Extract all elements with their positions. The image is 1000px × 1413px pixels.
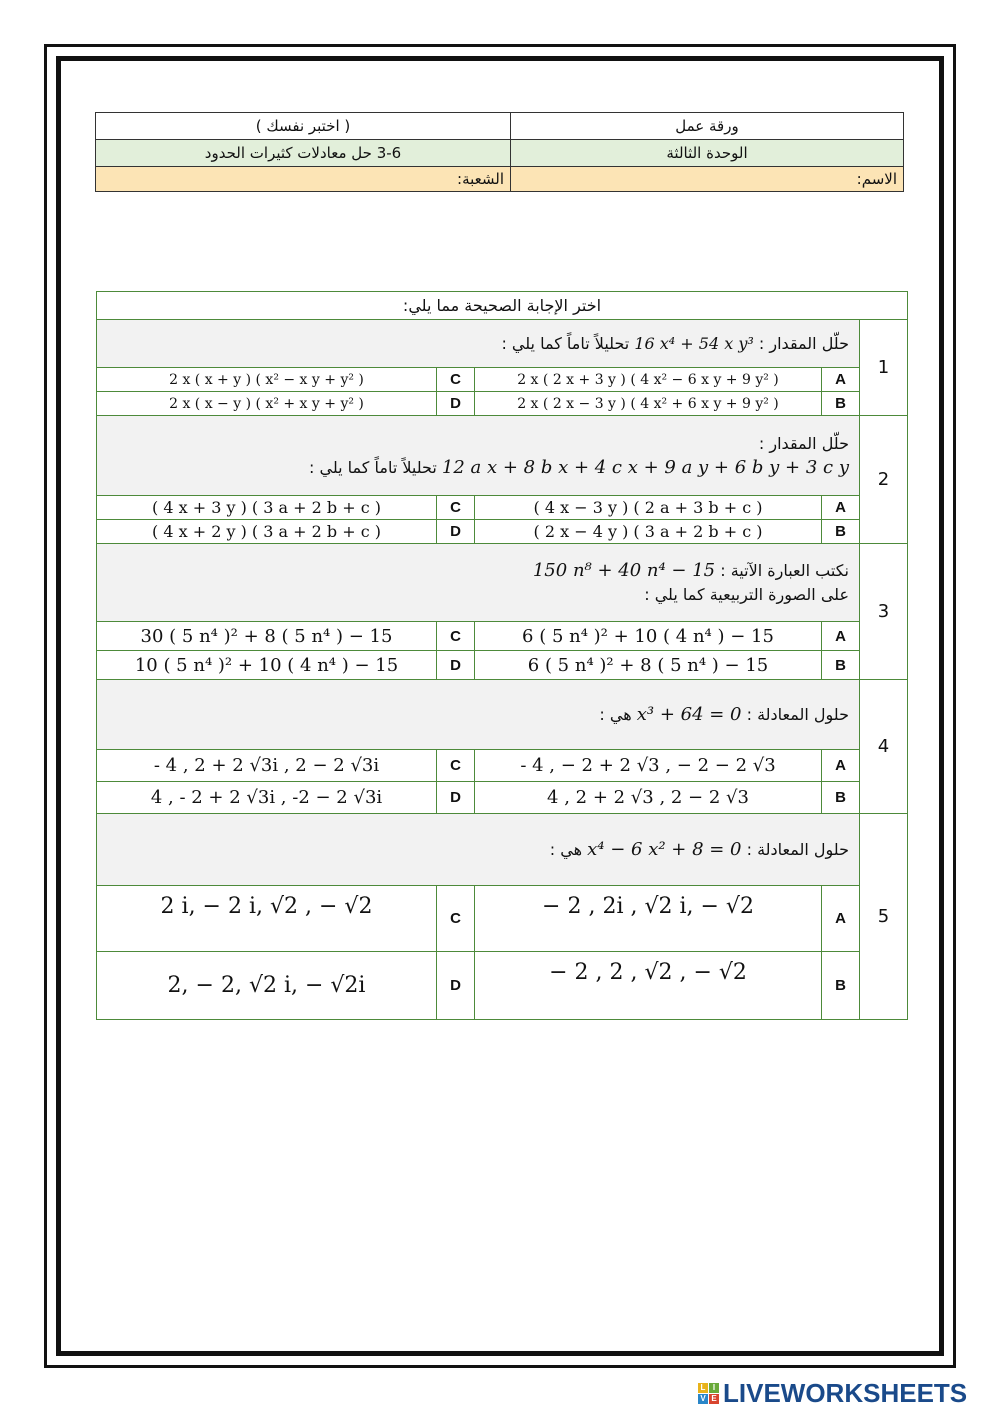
q4-option-c[interactable]: - 4 , 2 + 2 √3i , 2 − 2 √3i <box>97 750 437 782</box>
q3-letter-a: A <box>822 622 860 651</box>
q5-letter-d: D <box>437 952 475 1020</box>
test-yourself-label: ( اختبر نفسك ) <box>96 113 511 140</box>
logo-blocks-icon <box>698 1383 719 1404</box>
q4-letter-d: D <box>437 782 475 814</box>
logo-text: LIVEWORKSHEETS <box>723 1377 968 1408</box>
q1-option-c[interactable]: 2 x ( x + y ) ( x² − x y + y² ) <box>97 368 437 392</box>
q5-option-d[interactable]: 2, − 2, √2 i, − √2i <box>97 952 437 1020</box>
q5-option-b[interactable]: − 2 , 2 , √2 , − √2 <box>475 952 822 1020</box>
q3-letter-c: C <box>437 622 475 651</box>
q5-option-a[interactable]: − 2 , 2i , √2 i, − √2 <box>475 886 822 952</box>
instruction-heading: اختر الإجابة الصحيحة مما يلي: <box>97 292 908 320</box>
question-5-prompt-end: هي : <box>549 839 583 859</box>
q2-option-c[interactable]: ( 4 x + 3 y ) ( 3 a + 2 b + c ) <box>97 496 437 520</box>
q5-letter-b: B <box>822 952 860 1020</box>
worksheet-label: ورقة عمل <box>511 113 904 140</box>
q4-option-a[interactable]: - 4 , − 2 + 2 √3 , − 2 − 2 √3 <box>475 750 822 782</box>
question-2-prompt-end: تحليلاً تاماً كما يلي : <box>309 457 437 477</box>
q1-option-b[interactable]: 2 x ( 2 x − 3 y ) ( 4 x² + 6 x y + 9 y² ) <box>475 392 822 416</box>
logo-block-4: E <box>709 1394 719 1404</box>
question-2-prompt: حلّل المقدار : <box>758 433 849 453</box>
name-field[interactable] <box>511 167 904 192</box>
q5-option-c[interactable]: 2 i, − 2 i, √2 , − √2 <box>97 886 437 952</box>
q3-letter-b: B <box>822 651 860 680</box>
header-table <box>95 112 904 192</box>
q1-option-a[interactable]: 2 x ( 2 x + 3 y ) ( 4 x² − 6 x y + 9 y² ) <box>475 368 822 392</box>
logo-block-3: V <box>698 1394 708 1404</box>
q3-option-c[interactable]: 30 ( 5 n⁴ )² + 8 ( 5 n⁴ ) − 15 <box>97 622 437 651</box>
q5-letter-c: C <box>437 886 475 952</box>
name-label: الاسم: <box>856 170 897 188</box>
question-2-number: 2 <box>860 416 908 544</box>
question-3-text <box>97 544 860 622</box>
unit-title: الوحدة الثالثة <box>511 140 904 167</box>
question-4-text <box>97 680 860 750</box>
q2-letter-d: D <box>437 520 475 544</box>
logo-block-1: L <box>698 1383 708 1393</box>
question-1-expression: 16 x⁴ + 54 x y³ <box>634 333 754 353</box>
q3-option-d[interactable]: 10 ( 5 n⁴ )² + 10 ( 4 n⁴ ) − 15 <box>97 651 437 680</box>
q2-option-a[interactable]: ( 4 x − 3 y ) ( 2 a + 3 b + c ) <box>475 496 822 520</box>
q2-option-b[interactable]: ( 2 x − 4 y ) ( 3 a + 2 b + c ) <box>475 520 822 544</box>
lesson-title: 3-6 حل معادلات كثيرات الحدود <box>96 140 511 167</box>
question-3-expression: 150 n⁸ + 40 n⁴ − 15 <box>532 559 716 581</box>
quiz-table <box>96 291 908 1020</box>
q3-letter-d: D <box>437 651 475 680</box>
question-5-prompt: حلول المعادلة : <box>746 839 849 859</box>
q2-option-d[interactable]: ( 4 x + 2 y ) ( 3 a + 2 b + c ) <box>97 520 437 544</box>
q4-letter-c: C <box>437 750 475 782</box>
question-2-expression: 12 a x + 8 b x + 4 c x + 9 a y + 6 b y + 3 c y <box>441 456 849 478</box>
q1-letter-a: A <box>822 368 860 392</box>
q4-option-b[interactable]: 4 , 2 + 2 √3 , 2 − 2 √3 <box>475 782 822 814</box>
question-1-prompt: حلّل المقدار : <box>758 333 849 353</box>
q1-letter-c: C <box>437 368 475 392</box>
q4-option-d[interactable]: 4 , - 2 + 2 √3i , -2 − 2 √3i <box>97 782 437 814</box>
question-1-text <box>97 320 860 368</box>
question-5-text <box>97 814 860 886</box>
question-4-prompt: حلول المعادلة : <box>746 704 849 724</box>
q5-letter-a: A <box>822 886 860 952</box>
section-label: الشعبة: <box>457 170 504 188</box>
question-3-prompt: نكتب العبارة الآتية : <box>720 560 849 580</box>
section-field[interactable] <box>96 167 511 192</box>
q3-option-a[interactable]: 6 ( 5 n⁴ )² + 10 ( 4 n⁴ ) − 15 <box>475 622 822 651</box>
logo-block-2: I <box>709 1383 719 1393</box>
q1-letter-b: B <box>822 392 860 416</box>
question-3-number: 3 <box>860 544 908 680</box>
question-5-expression: x⁴ − 6 x² + 8 = 0 <box>587 838 742 860</box>
q2-letter-b: B <box>822 520 860 544</box>
question-1-number: 1 <box>860 320 908 416</box>
q2-letter-c: C <box>437 496 475 520</box>
q1-option-d[interactable]: 2 x ( x − y ) ( x² + x y + y² ) <box>97 392 437 416</box>
question-5-number: 5 <box>860 814 908 1020</box>
question-4-number: 4 <box>860 680 908 814</box>
question-3-prompt-end: على الصورة التربيعية كما يلي : <box>644 584 849 604</box>
q4-letter-b: B <box>822 782 860 814</box>
question-4-expression: x³ + 64 = 0 <box>636 703 742 725</box>
q3-option-b[interactable]: 6 ( 5 n⁴ )² + 8 ( 5 n⁴ ) − 15 <box>475 651 822 680</box>
q4-letter-a: A <box>822 750 860 782</box>
q2-letter-a: A <box>822 496 860 520</box>
question-1-prompt-end: تحليلاً تاماً كما يلي : <box>501 333 630 353</box>
question-4-prompt-end: هي : <box>599 704 632 724</box>
q1-letter-d: D <box>437 392 475 416</box>
liveworksheets-logo[interactable] <box>698 1378 967 1408</box>
question-2-text <box>97 416 860 496</box>
